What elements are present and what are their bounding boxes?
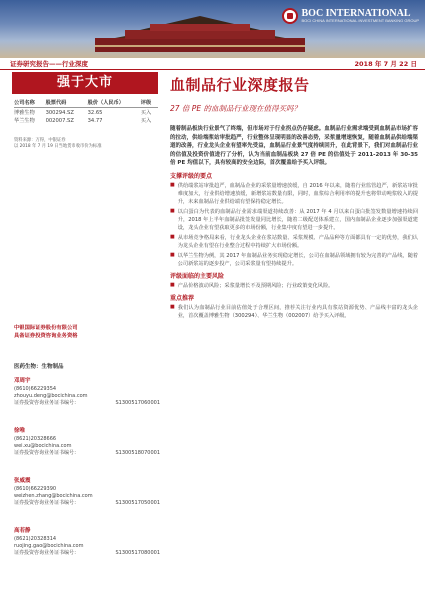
analyst-name: 徐唯 [14,428,26,434]
bullet-icon: ■ [170,282,175,289]
cert-label: 证券投资咨询业务证书编号： [14,450,80,457]
cert-label: 证券投资咨询业务证书编号： [14,500,80,507]
stock-price: 32.65 [87,109,103,116]
analyst-email[interactable]: wei.xu@bocichina.com [14,443,72,450]
logo-text: BOC INTERNATIONAL [301,7,411,19]
section-heading: 评级面临的主要风险 [170,273,225,281]
table-header-row [14,99,158,108]
summary-paragraph: 随着制品板块行业景气了终端，但市场对于行业拐点仍存疑虑。血制品行业需求端受到血制品市场扩容的拉动，供给端浆站审批趋严，行业整体呈现明显的改善态势，采浆量增速恢复，随着血制品供给端渠道的改善，行业龙头企业有望率先受益，血制品行业景气度持续回升，在此背景下，我们对血制品行业的估值及投资价值进行了分析，认为当前血制品板块 27 倍 PE 的估值处于 2011-2013 年 30-35 倍 PE 均值以下，具有较高的安全边际，首次覆盖给予买入评级。 [170,126,418,167]
table-header-cell: 公司名称 [14,100,35,106]
bullet-text: 我们认为血制品行业目前估值处于合理区间，推荐关注行业内具有浆站资源优势、产品线丰富的龙头企业，首次覆盖博雅生物（300294）、华兰生物（002007）给予买入评级。 [177,305,418,320]
bullet-icon: ■ [170,233,175,240]
analyst-phone: (8610)66229390 [14,485,57,492]
firm-certification [14,325,160,341]
bullet-icon: ■ [170,252,175,259]
cert-number: S1300518070001 [115,450,160,457]
cert-number: S1300517050001 [115,500,160,507]
analyst-email[interactable]: weizhen.zhang@bocichina.com [14,493,93,500]
stock-code: 300294.SZ [45,109,74,116]
stock-table [14,99,158,124]
report-type-label: 证券研究报告——行业深度 [10,60,88,68]
analyst-phone: (8610)66229354 [14,385,57,392]
stock-code: 002007.SZ [45,117,74,124]
cert-label: 证券投资咨询业务证书编号： [14,550,80,557]
source-line: 资料来源：万得，中银证券 [14,138,66,143]
report-subtitle: 27 倍 PE 的血制品行业现在值得买吗？ [170,104,301,113]
report-title: 血制品行业深度报告 [170,76,310,94]
bullet-text: 以白蛋白为代表的血制品行业需求端渠道持续改善：从 2017 年 4 月以来白蛋白批签发数量增速持续回升，2018 年上半年血制品批签发量同比增长，随着二级配送体系建立，国内血制品企业逐步加强渠道建设，龙头企业有望获取更多的市场份额，行业集中度有望进一步提升。 [177,208,418,231]
cert-number: S1300517060001 [115,400,160,407]
bullet-icon: ■ [170,304,175,311]
table-header-cell: 评级 [140,100,152,106]
bullet-item [170,234,418,250]
industry-rating-badge: 强于大市 [12,72,158,94]
bullet-icon: ■ [170,181,175,188]
section-heading: 重点推荐 [170,295,195,303]
stock-price: 34.77 [87,117,103,124]
stock-rating: 买入 [140,110,152,116]
bullet-item [170,182,418,206]
bullet-text: 从市场竞争格局来看，行业龙头企业在浆站数量、采浆规模、产品品种等方面都具有一定的优势，我们认为龙头企业有望在行业整合过程中持续扩大市场份额。 [177,234,418,250]
analyst-phone: (8621)20328314 [14,535,57,542]
report-header-bar [0,58,425,70]
analyst-email[interactable]: zhouyu.deng@bocichina.com [14,393,88,400]
company-name: 华兰生物 [14,118,35,124]
boc-logo-icon [282,8,298,24]
table-row [14,108,158,117]
header-banner [0,0,425,58]
cert-number: S1300517080001 [115,550,160,557]
analyst-block [14,378,160,408]
bullet-item [170,208,418,232]
price-basis-line: 以 2018 年 7 月 19 日当地货币收市价为标准 [14,143,102,149]
company-name: 博雅生物 [14,110,35,116]
analyst-block [14,528,160,558]
cert-label: 证券投资咨询业务证书编号： [14,400,80,407]
analyst-name: 高若静 [14,528,31,534]
bullet-text: 供给端浆站审批趋严，血制品企业的采浆量增速放缓，自 2016 年以来，随着行业监管趋严，新浆站审批难度加大，行业供给增速放缓，新增浆站数量有限，同时，血浆综合利用率的提升也将带动吨浆收入的提升，未来血制品行业供给端有望保持稳定增长。 [177,182,418,205]
firm-qualification: 具备证券投资咨询业务资格 [14,332,78,339]
table-row [14,116,158,124]
analyst-block [14,428,160,458]
bullet-icon: ■ [170,207,175,214]
analyst-name: 张威震 [14,478,31,484]
table-header-cell: 股票代码 [45,100,67,106]
logo-subtext: BOCI CHINA INTERNATIONAL INVESTMENT BANKING GROUP [301,17,419,23]
report-date: 2018 年 7 月 22 日 [354,60,417,68]
bullet-text: 产品价格波动风险；采浆量增长不及预期风险；行业政策变化风险。 [177,283,334,290]
analyst-name: 邓周宇 [14,378,31,384]
table-header-cell: 股价（人民币） [87,100,124,106]
bullet-item [170,304,418,320]
bullet-text: 以华兰生物为例，其 2017 年血制品业务实现稳定增长，公司在血制品领域拥有较为完善的产品线，随着公司新浆站的逐步投产，公司采浆量有望持续提升。 [177,253,418,268]
forbidden-city-illustration [95,12,305,52]
analyst-block [14,478,160,508]
industry-label: 医药生物：生物制品 [14,364,64,370]
section-heading: 支撑评级的要点 [170,172,213,180]
bullet-item [170,282,418,290]
firm-name: 中银国际证券股份有限公司 [14,325,78,331]
stock-rating: 买入 [140,118,152,124]
table-source-note [14,138,160,150]
report-body [170,125,418,320]
bullet-item [170,252,418,268]
boci-logo [282,8,420,24]
analyst-phone: (8621)20328666 [14,435,57,442]
analyst-email[interactable]: ruojing.gao@bocichina.com [14,543,84,550]
